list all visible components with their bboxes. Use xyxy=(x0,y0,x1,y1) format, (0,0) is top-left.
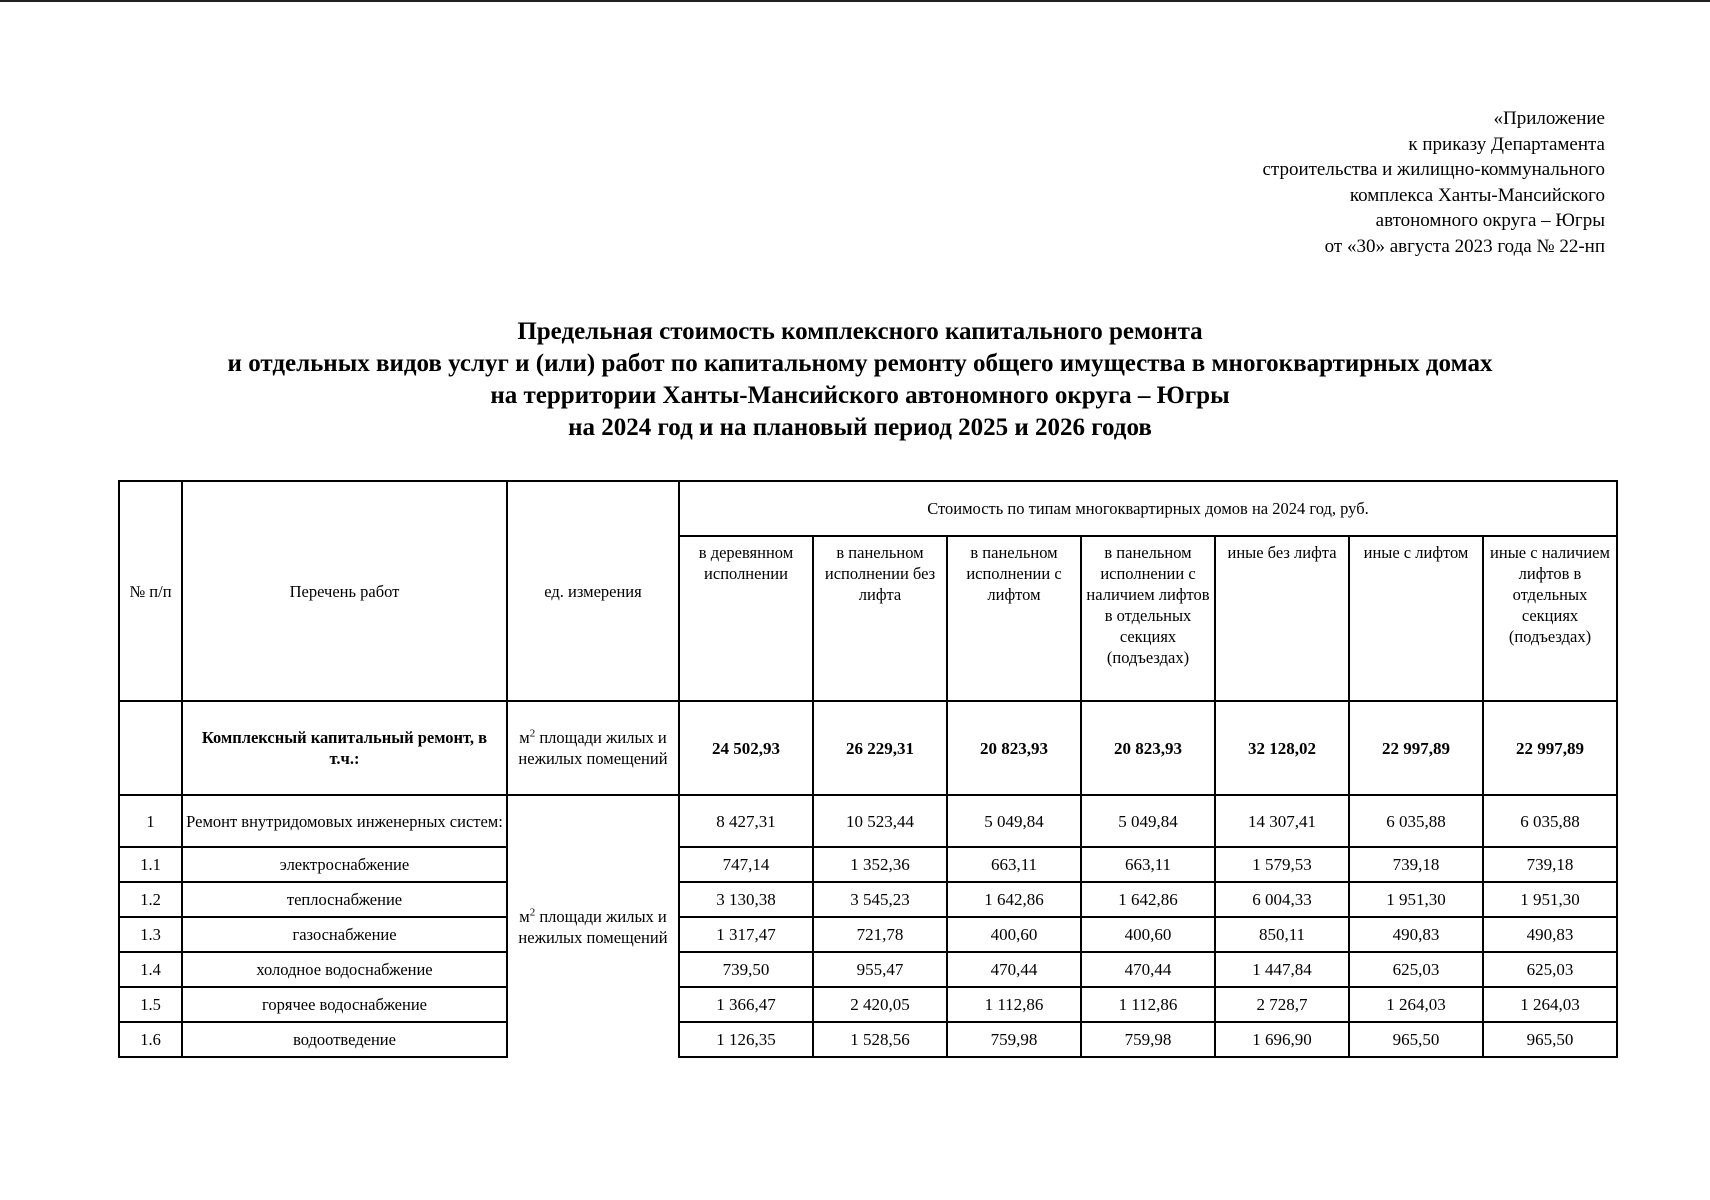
value-cell: 747,14 xyxy=(679,847,813,882)
header-row-group xyxy=(119,481,1617,536)
value-cell: 1 951,30 xyxy=(1483,882,1617,917)
value-cell: 32 128,02 xyxy=(1215,701,1349,795)
value-cell: 625,03 xyxy=(1483,952,1617,987)
value-cell: 1 528,56 xyxy=(813,1022,947,1057)
value-cell: 22 997,89 xyxy=(1349,701,1483,795)
value-cell: 20 823,93 xyxy=(947,701,1081,795)
row-num xyxy=(119,701,182,795)
row-name: Ремонт внутридомовых инженерных систем: xyxy=(182,795,507,847)
value-cell: 1 112,86 xyxy=(1081,987,1215,1022)
value-cell: 739,50 xyxy=(679,952,813,987)
document-title xyxy=(60,316,1660,444)
value-cell: 1 951,30 xyxy=(1349,882,1483,917)
header-unit: ед. измерения xyxy=(507,481,679,701)
value-cell: 1 696,90 xyxy=(1215,1022,1349,1057)
row-num: 1.5 xyxy=(119,987,182,1022)
header-type: в деревянном исполнении xyxy=(679,536,813,701)
value-cell: 1 264,03 xyxy=(1483,987,1617,1022)
table-row xyxy=(119,847,1617,882)
appendix-line: строительства и жилищно-коммунального xyxy=(1262,159,1605,180)
appendix-line: комплекса Ханты-Мансийского xyxy=(1349,184,1605,206)
value-cell: 470,44 xyxy=(947,952,1081,987)
header-num: № п/п xyxy=(119,481,182,701)
value-cell: 1 642,86 xyxy=(1081,882,1215,917)
value-cell: 400,60 xyxy=(947,917,1081,952)
row-num: 1 xyxy=(119,795,182,847)
table-row xyxy=(119,882,1617,917)
row-num: 1.4 xyxy=(119,952,182,987)
value-cell: 10 523,44 xyxy=(813,795,947,847)
title-line: на 2024 год и на плановый период 2025 и 2026 годов xyxy=(568,414,1152,441)
row-name: газоснабжение xyxy=(182,917,507,952)
page-top-border xyxy=(0,0,1710,2)
appendix-line: «Приложение xyxy=(1493,108,1605,129)
header-type: иные с наличием лифтов в отдельных секциях (подъездах) xyxy=(1483,536,1617,701)
header-cost-group: Стоимость по типам многоквартирных домов на 2024 год, руб. xyxy=(679,481,1617,536)
title-line: Предельная стоимость комплексного капитального ремонта xyxy=(517,318,1203,345)
value-cell: 26 229,31 xyxy=(813,701,947,795)
value-cell: 470,44 xyxy=(1081,952,1215,987)
appendix-line: от «30» августа 2023 года № 22-нп xyxy=(1324,235,1605,257)
value-cell: 14 307,41 xyxy=(1215,795,1349,847)
value-cell: 2 420,05 xyxy=(813,987,947,1022)
unit-cell: $м^2$ площади жилых и нежилых помещений xyxy=(507,701,679,795)
value-cell: 6 004,33 xyxy=(1215,882,1349,917)
row-name: теплоснабжение xyxy=(182,882,507,917)
value-cell: 1 264,03 xyxy=(1349,987,1483,1022)
value-cell: 3 545,23 xyxy=(813,882,947,917)
header-works: Перечень работ xyxy=(182,481,507,701)
value-cell: 1 642,86 xyxy=(947,882,1081,917)
value-cell: 400,60 xyxy=(1081,917,1215,952)
value-cell: 1 126,35 xyxy=(679,1022,813,1057)
value-cell: 5 049,84 xyxy=(1081,795,1215,847)
table-row xyxy=(119,952,1617,987)
value-cell: 6 035,88 xyxy=(1349,795,1483,847)
value-cell: 721,78 xyxy=(813,917,947,952)
header-type: в панельном исполнении без лифта xyxy=(813,536,947,701)
row-name: холодное водоснабжение xyxy=(182,952,507,987)
table-row-total xyxy=(119,701,1617,795)
value-cell: 1 352,36 xyxy=(813,847,947,882)
value-cell: 1 317,47 xyxy=(679,917,813,952)
value-cell: 759,98 xyxy=(1081,1022,1215,1057)
value-cell: 8 427,31 xyxy=(679,795,813,847)
value-cell: 5 049,84 xyxy=(947,795,1081,847)
cost-table xyxy=(118,480,1618,1058)
header-type: в панельном исполнении с лифтом xyxy=(947,536,1081,701)
table-row xyxy=(119,917,1617,952)
unit-cell-merged: $м^2$ площади жилых и нежилых помещений xyxy=(507,795,679,1057)
appendix-header xyxy=(1262,106,1605,259)
table-row xyxy=(119,795,1617,847)
value-cell: 739,18 xyxy=(1349,847,1483,882)
table-row xyxy=(119,987,1617,1022)
row-name: Комплексный капитальный ремонт, в т.ч.: xyxy=(182,701,507,795)
value-cell: 663,11 xyxy=(1081,847,1215,882)
row-name: горячее водоснабжение xyxy=(182,987,507,1022)
appendix-line: автономного округа – Югры xyxy=(1375,210,1605,231)
value-cell: 6 035,88 xyxy=(1483,795,1617,847)
title-line: и отдельных видов услуг и (или) работ по капитальному ремонту общего имущества в многоквартирных домах xyxy=(227,350,1493,377)
value-cell: 20 823,93 xyxy=(1081,701,1215,795)
row-num: 1.1 xyxy=(119,847,182,882)
row-name: электроснабжение xyxy=(182,847,507,882)
value-cell: 965,50 xyxy=(1349,1022,1483,1057)
value-cell: 955,47 xyxy=(813,952,947,987)
value-cell: 739,18 xyxy=(1483,847,1617,882)
value-cell: 850,11 xyxy=(1215,917,1349,952)
value-cell: 3 130,38 xyxy=(679,882,813,917)
value-cell: 22 997,89 xyxy=(1483,701,1617,795)
value-cell: 490,83 xyxy=(1483,917,1617,952)
value-cell: 1 366,47 xyxy=(679,987,813,1022)
header-type: иные без лифта xyxy=(1215,536,1349,701)
row-num: 1.2 xyxy=(119,882,182,917)
row-num: 1.6 xyxy=(119,1022,182,1057)
value-cell: 1 447,84 xyxy=(1215,952,1349,987)
value-cell: 24 502,93 xyxy=(679,701,813,795)
title-line: на территории Ханты-Мансийского автономного округа – Югры xyxy=(490,382,1230,409)
header-type: иные с лифтом xyxy=(1349,536,1483,701)
row-name: водоотведение xyxy=(182,1022,507,1057)
value-cell: 625,03 xyxy=(1349,952,1483,987)
value-cell: 2 728,7 xyxy=(1215,987,1349,1022)
appendix-line: к приказу Департамента xyxy=(1408,133,1605,155)
value-cell: 759,98 xyxy=(947,1022,1081,1057)
row-num: 1.3 xyxy=(119,917,182,952)
value-cell: 663,11 xyxy=(947,847,1081,882)
value-cell: 490,83 xyxy=(1349,917,1483,952)
value-cell: 1 112,86 xyxy=(947,987,1081,1022)
table-row xyxy=(119,1022,1617,1057)
value-cell: 965,50 xyxy=(1483,1022,1617,1057)
header-type: в панельном исполнении с наличием лифтов в отдельных секциях (подъездах) xyxy=(1081,536,1215,701)
value-cell: 1 579,53 xyxy=(1215,847,1349,882)
